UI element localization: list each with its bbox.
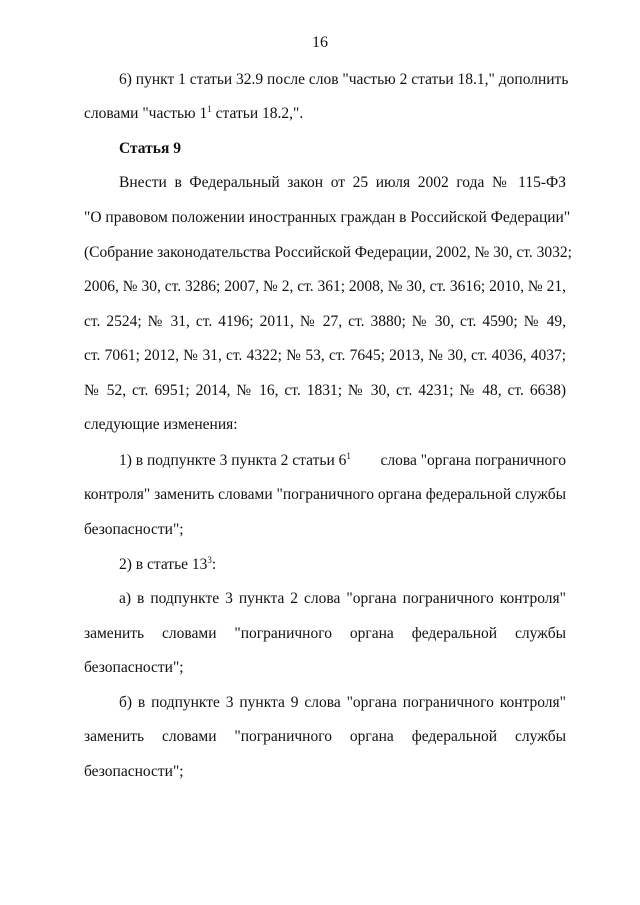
- intro-line: № 52, ст. 6951; 2014, № 16, ст. 1831; № 30, ст. 4231; № 48, ст. 6638): [84, 382, 566, 399]
- subitem-a-line1: а) в подпункте 3 пункта 2 слова "органа пограничного контроля": [119, 590, 566, 607]
- prev-item-6-line2-text: словами "частью 1: [84, 105, 208, 122]
- subitem-a-line2: заменить словами "пограничного органа федеральной службы: [84, 625, 566, 642]
- subitem-b-line1: б) в подпункте 3 пункта 9 слова "органа пограничного контроля": [119, 694, 566, 711]
- article-heading: Статья 9: [119, 140, 181, 157]
- item-1-line3: безопасности";: [84, 521, 184, 538]
- item-2-post: :: [211, 556, 217, 573]
- item-1-line2: контроля" заменить словами "пограничного органа федеральной службы: [84, 486, 566, 503]
- intro-line: ст. 2524; № 31, ст. 4196; 2011, № 27, ст. 3880; № 30, ст. 4590; № 49,: [84, 313, 566, 330]
- intro-line: "О правовом положении иностранных граждан в Российской Федерации": [84, 209, 571, 226]
- item-1-post: слова "органа пограничного: [380, 452, 566, 469]
- subitem-b-line2: заменить словами "пограничного органа федеральной службы: [84, 728, 566, 745]
- prev-item-6-line2: [84, 104, 303, 124]
- intro-line: Внести в Федеральный закон от 25 июля 2002 года № 115-ФЗ: [119, 174, 566, 191]
- item-1-line1: [119, 451, 566, 471]
- subitem-b-line3: безопасности";: [84, 763, 184, 780]
- superscript: 1: [207, 104, 212, 114]
- item-2-pre: 2) в статье 13: [119, 556, 208, 573]
- intro-line: следующие изменения:: [84, 416, 238, 433]
- item-1-text: [119, 451, 351, 471]
- prev-item-6-line2-tail: статьи 18.2,".: [211, 105, 304, 122]
- item-2-line: [119, 555, 216, 575]
- intro-line: ст. 7061; 2012, № 31, ст. 4322; № 53, ст. 7645; 2013, № 30, ст. 4036, 4037;: [84, 347, 566, 364]
- item-1-pre: 1) в подпункте 3 пункта 2 статьи 6: [119, 452, 347, 469]
- superscript: 3: [207, 555, 212, 565]
- prev-item-6-line1: 6) пункт 1 статьи 32.9 после слов "частью 2 статьи 18.1," дополнить: [119, 71, 569, 88]
- superscript: 1: [346, 451, 351, 461]
- intro-line: 2006, № 30, ст. 3286; 2007, № 2, ст. 361; 2008, № 30, ст. 3616; 2010, № 21,: [84, 278, 566, 295]
- intro-line: (Собрание законодательства Российской Федерации, 2002, № 30, ст. 3032;: [84, 244, 572, 261]
- subitem-a-line3: безопасности";: [84, 659, 184, 676]
- page-number: 16: [312, 34, 328, 51]
